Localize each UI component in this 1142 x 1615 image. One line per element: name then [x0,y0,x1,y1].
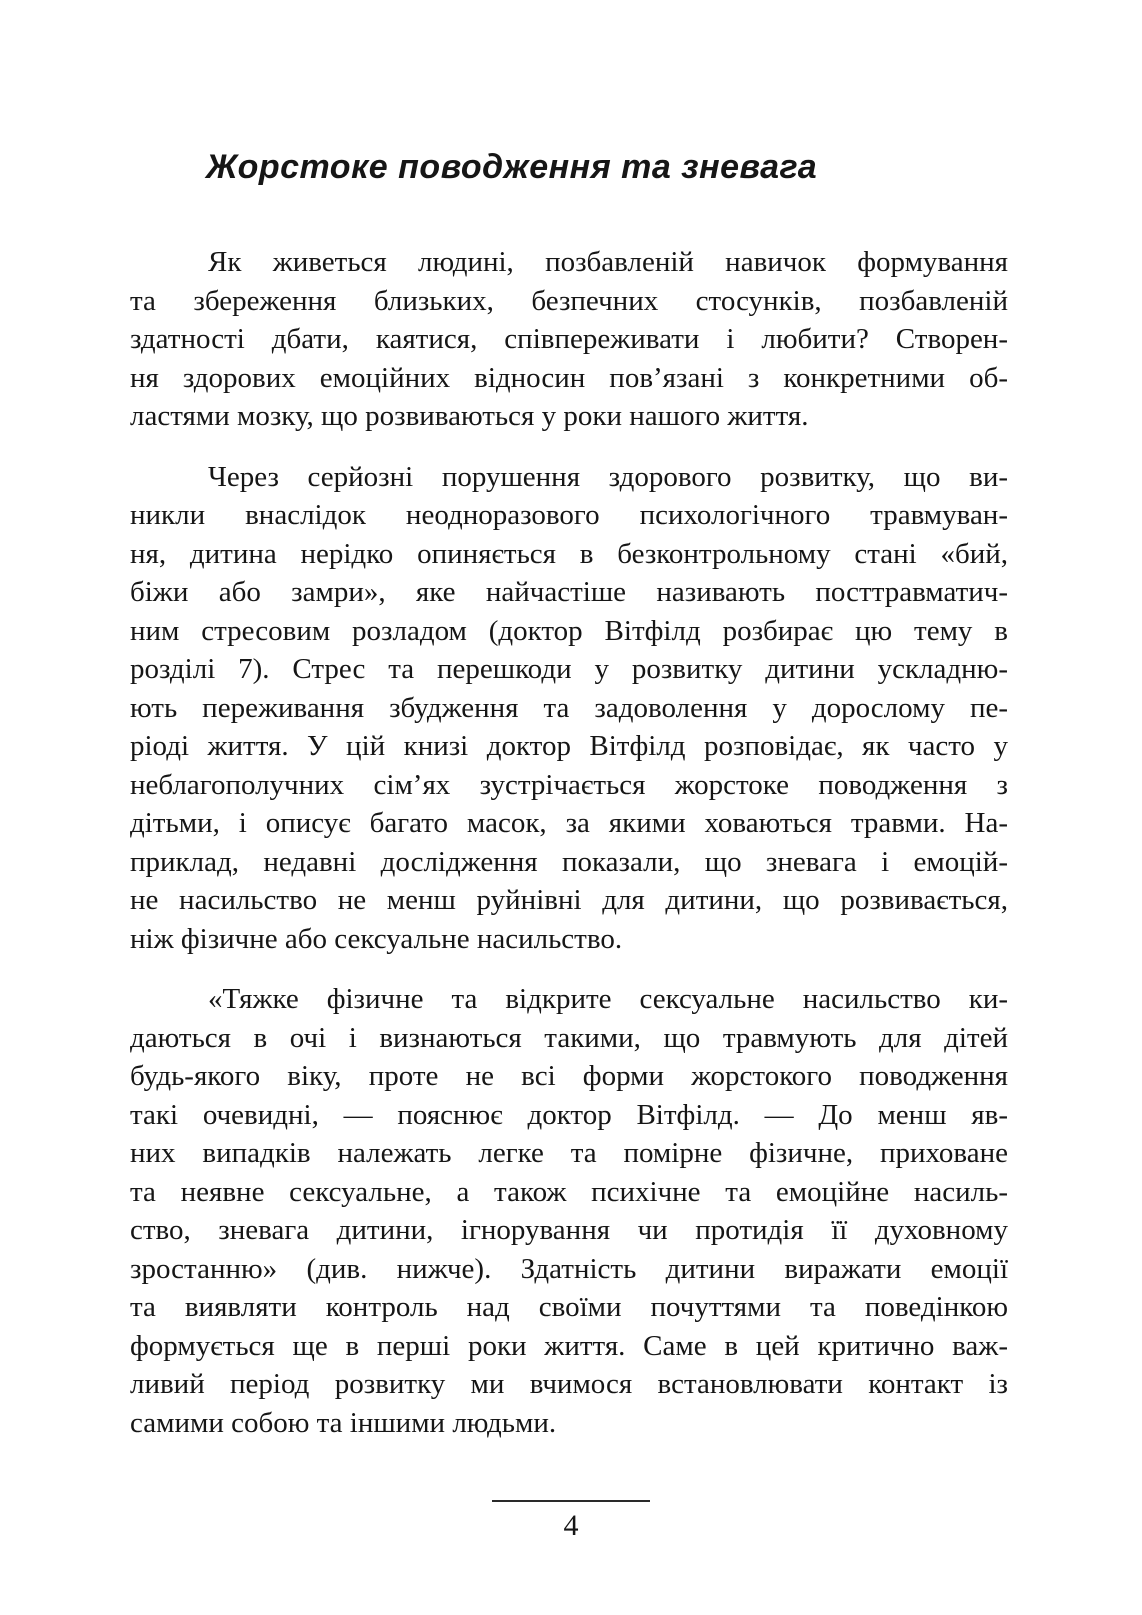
text-line: «Тяжке фізичне та відкрите сексуальне насильство ки- [208,983,1008,1015]
text-line: біжи або замри», яке найчастіше називають посттравматич- [130,576,1008,608]
text-line: дітьми, і описує багато масок, за якими ховаються травми. На- [130,807,1008,839]
text-line: ня, дитина нерідко опиняється в безконтрольному стані «бий, [130,537,1008,570]
text-line: не насильство не менш руйнівні для дитини, що розвивається, [130,884,1008,916]
paragraph [130,243,1008,436]
text-line: формується ще в перші роки життя. Саме в цей критично важ- [130,1329,1008,1362]
page-number: 4 [563,1509,579,1542]
text-line: здатності дбати, каятися, співпереживати і любити? Створен- [130,323,1008,355]
text-line: та збереження близьких, безпечних стосунків, позбавленій [130,284,1008,317]
text-line: ство, зневага дитини, ігнорування чи протидія її духовному [130,1214,1008,1246]
text-line: Через серйозні порушення здорового розвитку, що ви- [208,460,1008,493]
text-line: та неявне сексуальне, а також психічне та емоційне насиль- [130,1175,1008,1208]
text-line: такі очевидні, — пояснює доктор Вітфілд. — До менш яв- [130,1098,1008,1131]
text-line: ним стресовим розладом (доктор Вітфілд розбирає цю тему в [130,614,1008,647]
paragraph [130,458,1008,959]
text-line: ріоді життя. У цій книзі доктор Вітфілд розповідає, як часто у [130,730,1008,762]
body-text [130,243,1008,1442]
text-line: Як живеться людині, позбавленій навичок формування [208,246,1008,278]
text-line: приклад, недавні дослідження показали, що зневага і емоцій- [130,845,1008,878]
text-line: будь-якого віку, проте не всі форми жорстокого поводження [130,1060,1008,1092]
text-line: та виявляти контроль над своїми почуттями та поведінкою [130,1291,1008,1323]
text-line: них випадків належать легке та помірне фізичне, приховане [130,1137,1008,1169]
text-line: ніж фізичне або сексуальне насильство. [130,922,623,955]
text-line: ластями мозку, що розвиваються у роки нашого життя. [130,400,809,432]
text-line: самими собою та іншими людьми. [130,1406,557,1439]
text-line: никли внаслідок неодноразового психологічного травмуван- [130,499,1008,531]
text-line: зростанню» (див. нижче). Здатність дитини виражати емоції [130,1252,1008,1285]
footer-divider [492,1500,650,1502]
text-line: ливий період розвитку ми вчимося встановлювати контакт із [130,1368,1008,1400]
text-line: ня здорових емоційних відносин пов’язані з конкретними об- [130,361,1008,394]
text-line: даються в очі і визнаються такими, що травмують для дітей [130,1021,1008,1054]
text-line: неблагополучних сім’ях зустрічається жорстоке поводження з [130,768,1008,801]
page-title: Жорстоке поводження та зневага [206,148,818,186]
text-line: ють переживання збудження та задоволення у дорослому пе- [130,691,1008,724]
page-footer [0,1500,1142,1542]
text-line: розділі 7). Стрес та перешкоди у розвитку дитини ускладню- [130,653,1008,685]
paragraph [130,980,1008,1442]
